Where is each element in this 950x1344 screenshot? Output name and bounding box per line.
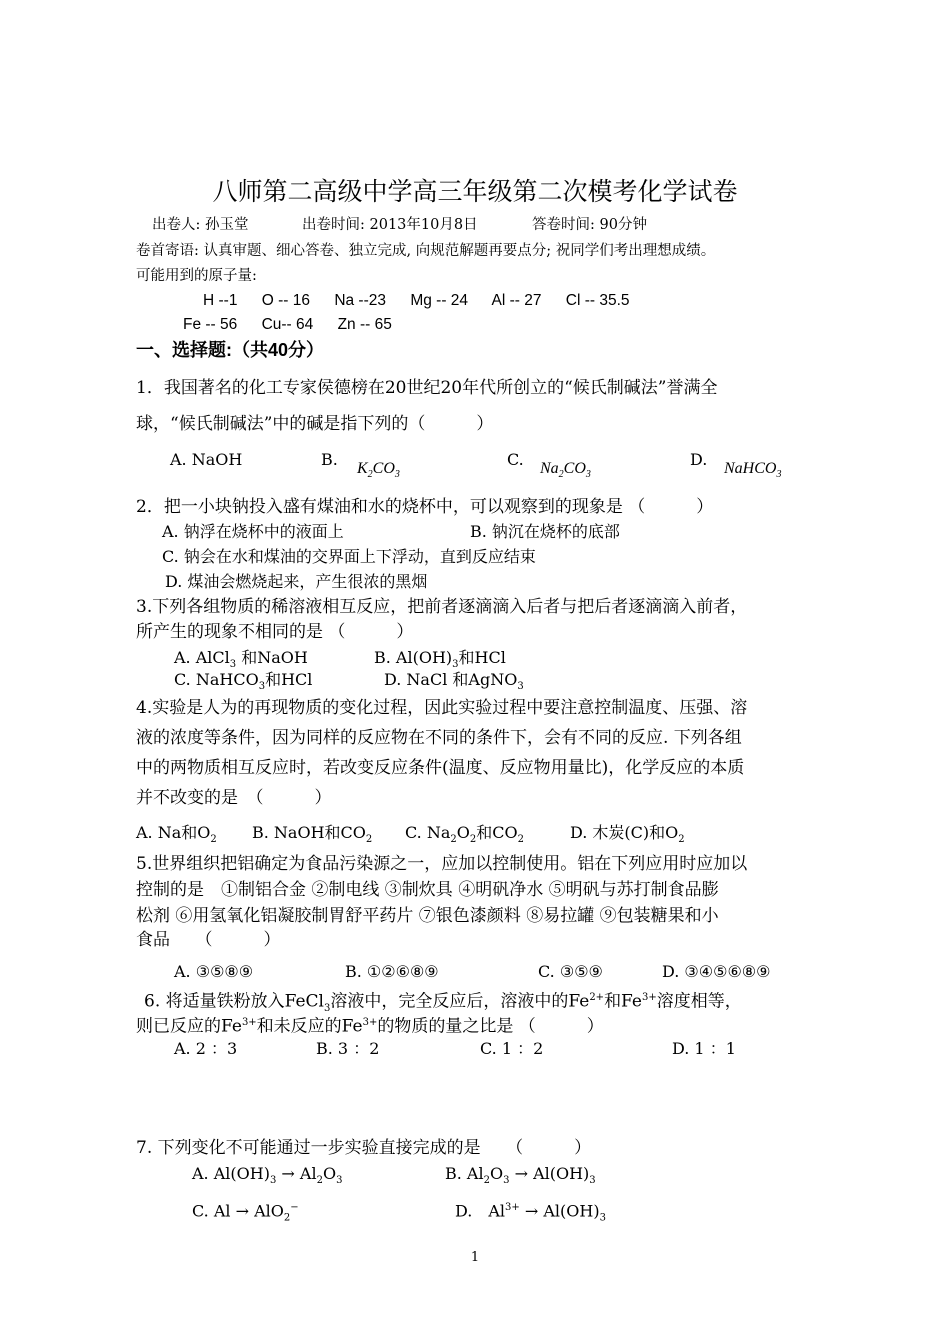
q4-line-4: 并不改变的是 （ ） <box>136 788 332 808</box>
q6-line-2: 则已反应的$Fe^{3+}$和未反应的$Fe^{3+}$的物质的量之比是 （ ） <box>136 1016 604 1037</box>
q5-line-1: 5.世界组织把铝确定为食品污染源之一，应加以控制使用。铝在下列应用时应加以 <box>136 854 748 874</box>
q6-option-d: D. 1 ：1 <box>672 1039 736 1058</box>
mass-o: O -- 16 <box>261 292 310 309</box>
atomic-masses-row-1 <box>203 290 650 312</box>
mass-zn: Zn -- 65 <box>337 316 392 333</box>
q6-line-1: 6. 将适量铁粉放入FeCl$_3$溶液中，完全反应后，溶液中的$Fe^{2+}$和$Fe^{3+}$溶度相等， <box>144 991 742 1015</box>
q5-option-d: D. ③④⑤⑥⑧⑨ <box>662 962 771 981</box>
q1-line-1: 1．我国著名的化工专家侯德榜在20世纪20年代所创立的“候氏制碱法”誉满全 <box>136 378 718 398</box>
q7-option-c: C. Al → AlO$_2$− <box>192 1201 299 1224</box>
q7-option-d: D. $Al^{3+} \to Al(OH)_3$ <box>455 1201 606 1224</box>
mass-mg: Mg -- 24 <box>410 292 469 309</box>
q3-line-1: 3.下列各组物质的稀溶液相互反应，把前者逐滴滴入后者与把后者逐滴滴入前者， <box>136 597 748 617</box>
q4-option-d: D. 木炭(C)和$O_2$ <box>570 823 685 846</box>
q6-option-b: B. 3 ：2 <box>316 1039 380 1058</box>
q5-option-b: B. ①②⑥⑧⑨ <box>345 962 439 981</box>
exam-message: 卷首寄语: 认真审题、细心答卷、独立完成, 向规范解题再要点分; 祝同学们考出理想成绩。 <box>136 243 716 259</box>
q1-option-c-label: C. <box>507 450 524 469</box>
q4-option-a: A. Na和$O_2$ <box>136 823 217 846</box>
q1-option-b-label: B. <box>321 450 338 469</box>
q3-option-d: D. NaCl 和AgNO$_3$ <box>384 670 524 693</box>
q4-option-c: C. $Na_2O_2$和$CO_2$ <box>405 823 525 846</box>
q7-option-b: B. $Al_2O_3 \to Al(OH)_3$ <box>445 1164 596 1187</box>
q4-line-1: 4.实验是人为的再现物质的变化过程，因此实验过程中要注意控制温度、压强、溶 <box>136 698 748 718</box>
q4-option-b: B. NaOH和$CO_2$ <box>252 823 373 846</box>
q6-option-c: C. 1 ：2 <box>480 1039 544 1058</box>
author-info: 出卷人: 孙玉堂 <box>152 217 249 233</box>
mass-cl: Cl -- 35.5 <box>565 292 630 309</box>
q1-option-b-formula: $K_2CO_3$ <box>357 460 400 481</box>
section-heading: 一、选择题:（共40分） <box>136 340 325 360</box>
atomic-mass-label: 可能用到的原子量: <box>136 268 257 284</box>
q1-option-c-formula: $Na_2CO_3$ <box>540 460 591 481</box>
mass-h: H --1 <box>203 292 238 309</box>
page-title: 八师第二高级中学高三年级第二次模考化学试卷 <box>212 177 738 206</box>
page-number: 1 <box>470 1250 480 1265</box>
q3-option-b: B. $Al(OH)_3$和HCl <box>374 648 506 671</box>
q7-option-a: A. $Al(OH)_3 \to Al_2O_3$ <box>192 1164 343 1187</box>
q2-option-b: B. 钠沉在烧杯的底部 <box>470 522 620 541</box>
q1-option-d-formula: NaHCO$_3$ <box>724 460 782 481</box>
q3-option-a: A. AlCl$_3$ 和NaOH <box>174 648 308 671</box>
q4-line-2: 液的浓度等条件，因为同样的反应物在不同的条件下，会有不同的反应. 下列各组 <box>136 728 742 748</box>
mass-al: Al -- 27 <box>491 292 542 309</box>
q7-stem: 7. 下列变化不可能通过一步实验直接完成的是 （ ） <box>136 1138 592 1158</box>
q5-line-3: 松剂 ⑥用氢氧化铝凝胶制胃舒平药片 ⑦银色漆颜料 ⑧易拉罐 ⑨包装糖果和小 <box>136 906 719 926</box>
q1-option-d-label: D. <box>690 450 708 469</box>
mass-fe: Fe -- 56 <box>183 316 238 333</box>
q1-line-2: 球，“候氏制碱法”中的碱是指下列的（ ） <box>136 414 494 434</box>
q2-option-d: D. 煤油会燃烧起来，产生很浓的黑烟 <box>165 572 428 591</box>
q2-option-c: C. 钠会在水和煤油的交界面上下浮动，直到反应结束 <box>162 547 536 566</box>
q5-option-c: C. ③⑤⑨ <box>538 962 603 981</box>
exam-date: 出卷时间: 2013年10月8日 <box>302 217 478 233</box>
q1-option-a: A. NaOH <box>170 450 243 469</box>
q4-line-3: 中的两物质相互反应时，若改变反应条件(温度、反应物用量比)，化学反应的本质 <box>136 758 745 778</box>
exam-duration: 答卷时间: 90分钟 <box>532 217 647 233</box>
q5-line-2: 控制的是 ①制铝合金 ②制电线 ③制炊具 ④明矾净水 ⑤明矾与苏打制食品膨 <box>136 880 719 900</box>
q5-option-a: A. ③⑤⑧⑨ <box>174 962 254 981</box>
q3-line-2: 所产生的现象不相同的是 （ ） <box>136 622 414 642</box>
q2-option-a: A. 钠浮在烧杯中的液面上 <box>162 522 344 541</box>
q2-stem: 2．把一小块钠投入盛有煤油和水的烧杯中，可以观察到的现象是 （ ） <box>136 497 714 517</box>
q3-option-c: C. NaHCO$_3$和HCl <box>174 670 313 693</box>
mass-na: Na --23 <box>334 292 386 309</box>
q5-line-4: 食品 （ ） <box>136 930 281 950</box>
atomic-masses-row-2 <box>183 314 412 336</box>
mass-cu: Cu-- 64 <box>261 316 314 333</box>
q6-option-a: A. 2 ：3 <box>174 1039 238 1058</box>
